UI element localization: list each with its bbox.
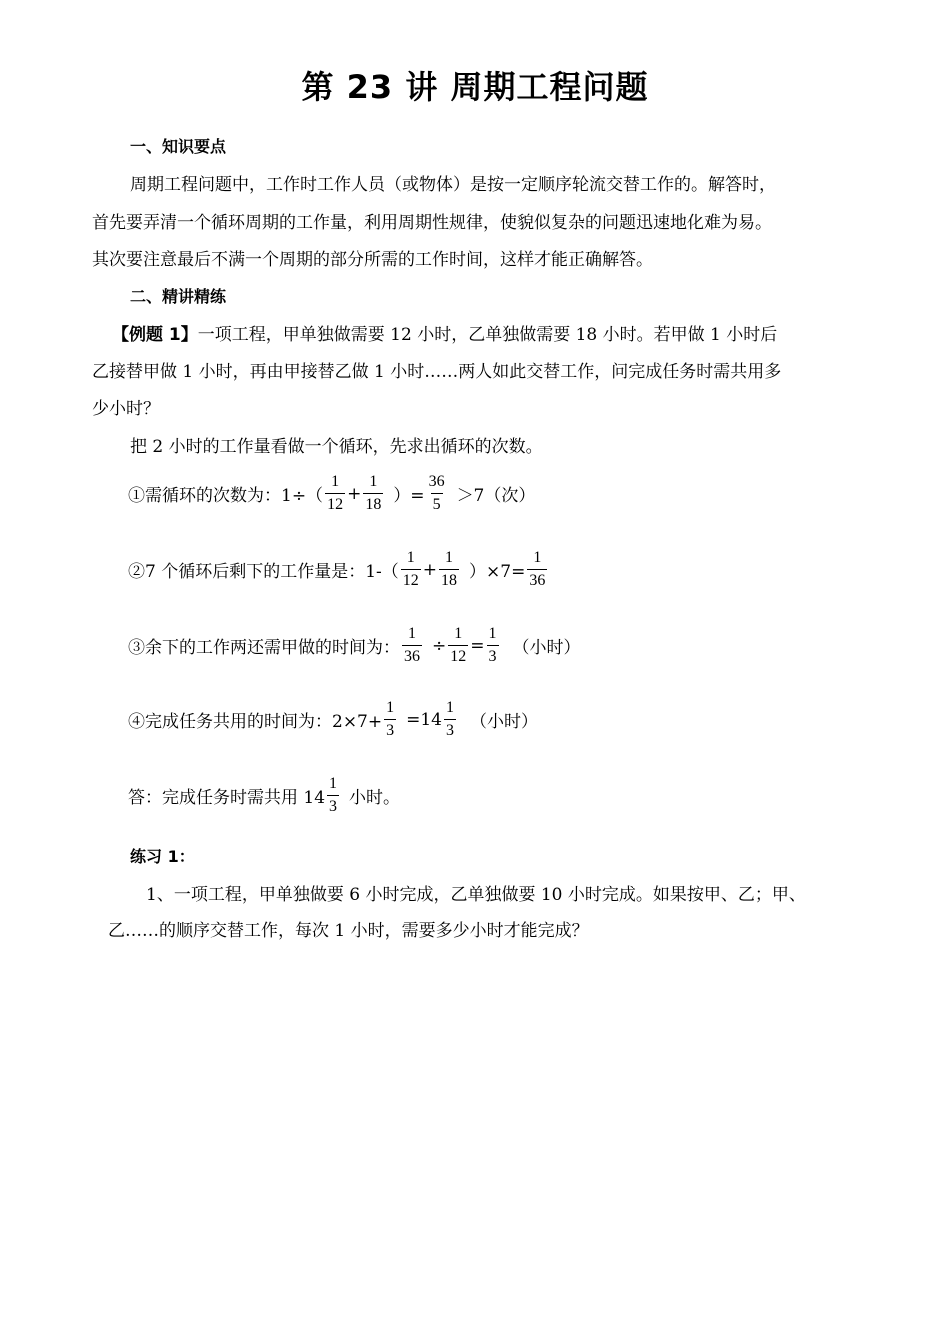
fraction [439,550,459,589]
denominator: 3 [444,719,456,739]
paragraph-line: 周期工程问题中，工作时工作人员（或物体）是按一定顺序轮流交替工作的。解答时， [130,175,776,195]
fraction [444,700,456,739]
answer-text: 答：完成任务时需共用 14 [128,788,326,808]
fraction [487,626,499,665]
step-text: ④完成任务共用的时间为：2×7+ [128,712,383,732]
numerator: 1 [533,549,542,566]
fraction [401,550,421,589]
step-text: （小时） [512,638,581,658]
denominator: 18 [363,493,383,513]
fraction [402,626,422,665]
step-text: ③余下的工作两还需甲做的时间为： [128,638,400,658]
numerator: 36 [428,473,445,490]
denominator: 3 [384,719,396,739]
solution-step-1 [128,474,535,513]
denominator: 12 [325,493,345,513]
denominator: 18 [439,569,459,589]
example-first-line [112,320,777,345]
solution-step-2 [128,550,549,589]
denominator: 3 [487,645,499,665]
numerator: 1 [331,473,340,490]
example-line: 乙接替甲做 1 小时，再由甲接替乙做 1 小时……两人如此交替工作，问完成任务时需共用多 [92,362,782,382]
section-heading-practice-explained: 二、精讲精练 [130,287,227,306]
paragraph-line: 其次要注意最后不满一个周期的部分所需的工作时间，这样才能正确解答。 [92,250,653,270]
step-text: = [470,635,485,656]
step-text: ＞7（次） [456,486,536,506]
practice-line: 1、一项工程，甲单独做要 6 小时完成，乙单独做要 10 小时完成。如果按甲、乙；甲、 [146,885,806,905]
numerator: 1 [445,549,454,566]
paragraph-line: 首先要弄清一个循环周期的工作量，利用周期性规律，使貌似复杂的问题迅速地化难为易。 [92,213,772,233]
step-text: + [347,483,362,504]
fraction [384,700,396,739]
solution-step-3 [128,626,581,665]
denominator: 12 [401,569,421,589]
numerator: 1 [369,473,378,490]
step-text: ②7 个循环后剩下的工作量是：1-（ [128,562,399,582]
denominator: 3 [327,795,339,815]
numerator: 1 [454,625,463,642]
fraction [427,474,447,513]
solution-intro: 把 2 小时的工作量看做一个循环，先求出循环的次数。 [130,437,543,457]
denominator: 36 [402,645,422,665]
step-text: =14 [406,709,443,730]
numerator: 1 [488,625,497,642]
step-text: ÷ [432,635,447,656]
fraction [327,776,339,815]
practice-heading: 练习 1： [130,847,195,866]
example-line: 少小时？ [92,399,160,419]
numerator: 1 [386,699,395,716]
solution-step-4 [128,700,538,739]
example-text: 一项工程，甲单独做需要 12 小时，乙单独做需要 18 小时。若甲做 1 小时后 [197,325,778,345]
step-text: （小时） [470,712,539,732]
page-title: 第 23 讲 周期工程问题 [301,68,649,106]
practice-line: 乙……的顺序交替工作，每次 1 小时，需要多少小时才能完成？ [108,921,589,941]
answer-line [128,776,400,815]
step-text: + [422,559,438,580]
numerator: 1 [329,775,338,792]
answer-text: 小时。 [349,788,401,808]
numerator: 1 [446,699,455,716]
denominator: 12 [448,645,468,665]
denominator: 36 [527,569,547,589]
numerator: 1 [406,549,415,566]
example-label: 【例题 1】 [112,325,198,345]
fraction [448,626,468,665]
fraction [363,474,383,513]
step-text: ①需循环的次数为：1÷（ [128,486,324,506]
step-text: ）= [393,486,425,506]
section-heading-knowledge: 一、知识要点 [130,137,227,156]
step-text: ）×7= [469,562,526,582]
fraction [527,550,547,589]
numerator: 1 [408,625,416,642]
denominator: 5 [431,493,443,513]
fraction [325,474,345,513]
